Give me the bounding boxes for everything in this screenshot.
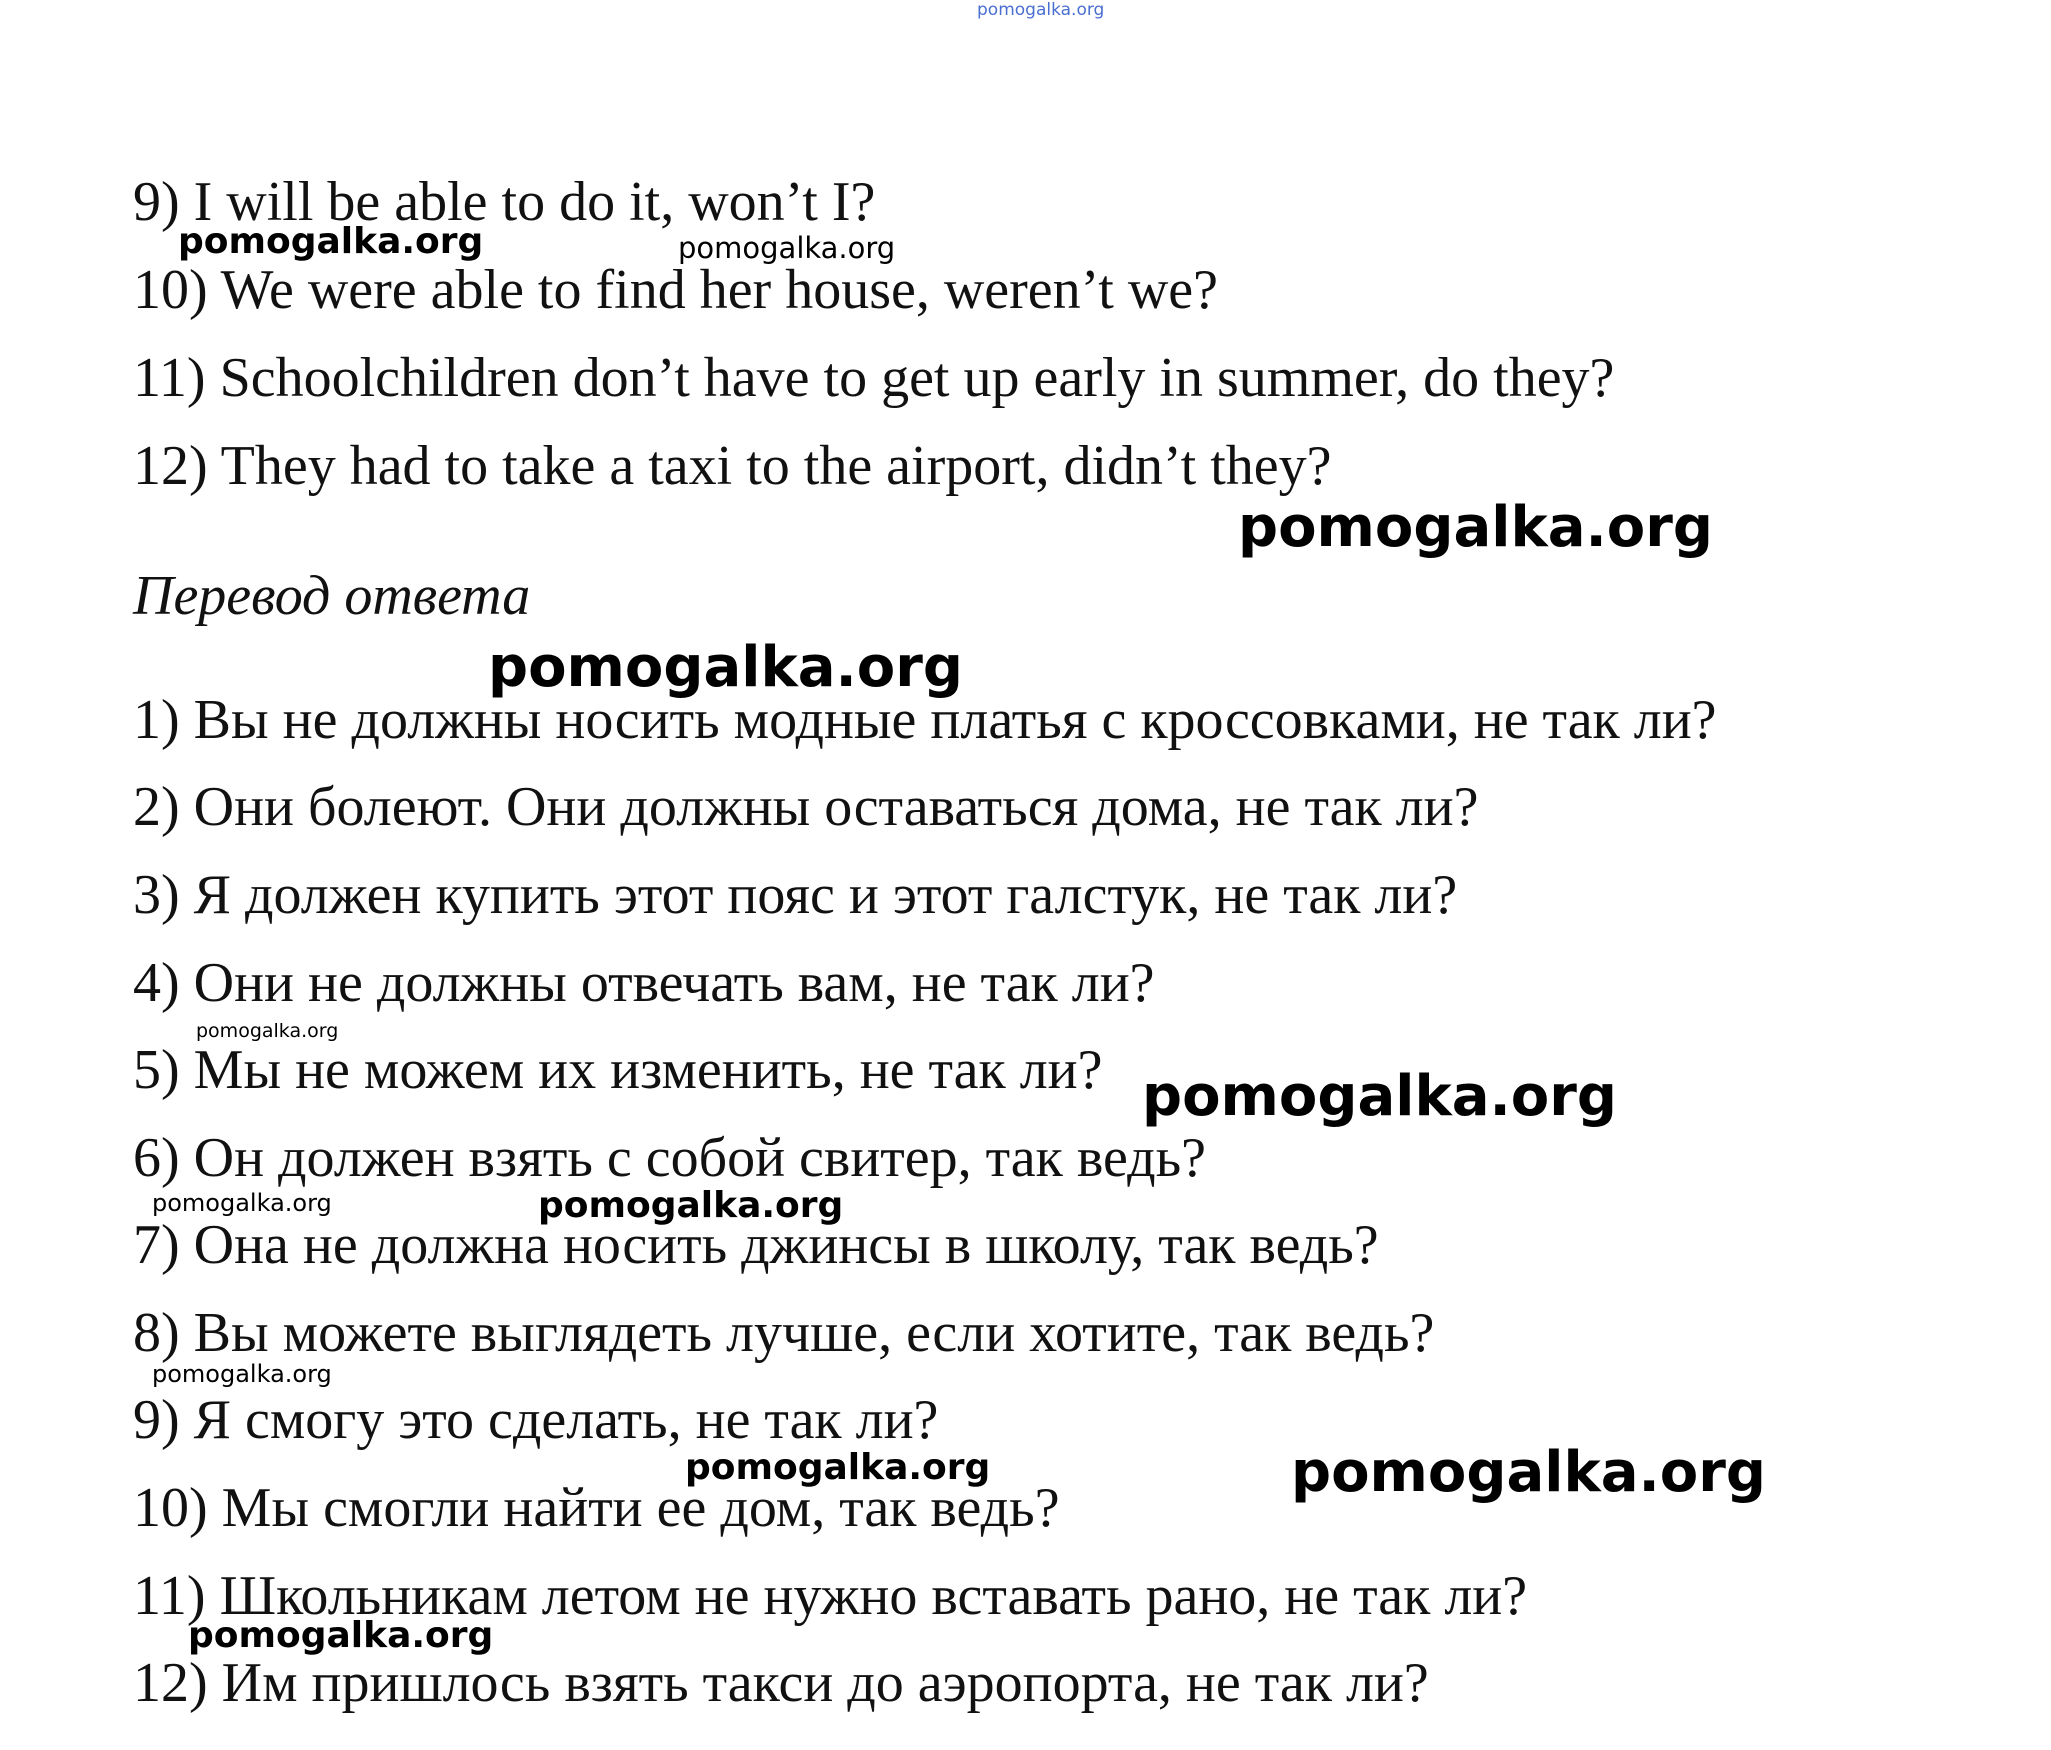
watermark-top: pomogalka.org xyxy=(977,0,1105,20)
watermark: pomogalka.org xyxy=(1291,1440,1766,1505)
english-answer-12: 12) They had to take a taxi to the airport, didn’t they? xyxy=(133,435,1332,497)
watermark: pomogalka.org xyxy=(196,1020,339,1042)
translation-1: 1) Вы не должны носить модные платья с кроссовками, не так ли? xyxy=(133,689,1717,751)
translation-2: 2) Они болеют. Они должны оставаться дома, не так ли? xyxy=(133,776,1479,838)
watermark: pomogalka.org xyxy=(678,231,896,265)
translation-5: 5) Мы не можем их изменить, не так ли? xyxy=(133,1039,1103,1101)
watermark: pomogalka.org xyxy=(152,1360,332,1388)
english-answer-11: 11) Schoolchildren don’t have to get up early in summer, do they? xyxy=(133,347,1615,409)
english-answer-10: 10) We were able to find her house, weren’t we? xyxy=(133,259,1218,321)
watermark: pomogalka.org xyxy=(538,1185,844,1226)
translation-9: 9) Я смогу это сделать, не так ли? xyxy=(133,1389,939,1451)
watermark: pomogalka.org xyxy=(1142,1064,1617,1129)
watermark: pomogalka.org xyxy=(178,221,484,262)
translation-7: 7) Она не должна носить джинсы в школу, так ведь? xyxy=(133,1214,1379,1276)
watermark: pomogalka.org xyxy=(488,635,963,700)
watermark: pomogalka.org xyxy=(152,1189,332,1217)
translation-4: 4) Они не должны отвечать вам, не так ли? xyxy=(133,952,1155,1014)
translation-3: 3) Я должен купить этот пояс и этот галстук, не так ли? xyxy=(133,864,1458,926)
translation-11: 11) Школьникам летом не нужно вставать рано, не так ли? xyxy=(133,1565,1528,1627)
watermark: pomogalka.org xyxy=(1238,495,1713,560)
watermark: pomogalka.org xyxy=(685,1447,991,1488)
translation-12: 12) Им пришлось взять такси до аэропорта, не так ли? xyxy=(133,1652,1429,1714)
translation-heading: Перевод ответа xyxy=(133,565,531,627)
translation-6: 6) Он должен взять с собой свитер, так ведь? xyxy=(133,1127,1206,1189)
translation-8: 8) Вы можете выглядеть лучше, если хотите, так ведь? xyxy=(133,1302,1435,1364)
translation-10: 10) Мы смогли найти ее дом, так ведь? xyxy=(133,1477,1060,1539)
watermark: pomogalka.org xyxy=(188,1615,494,1656)
english-answer-9: 9) I will be able to do it, won’t I? xyxy=(133,171,876,233)
